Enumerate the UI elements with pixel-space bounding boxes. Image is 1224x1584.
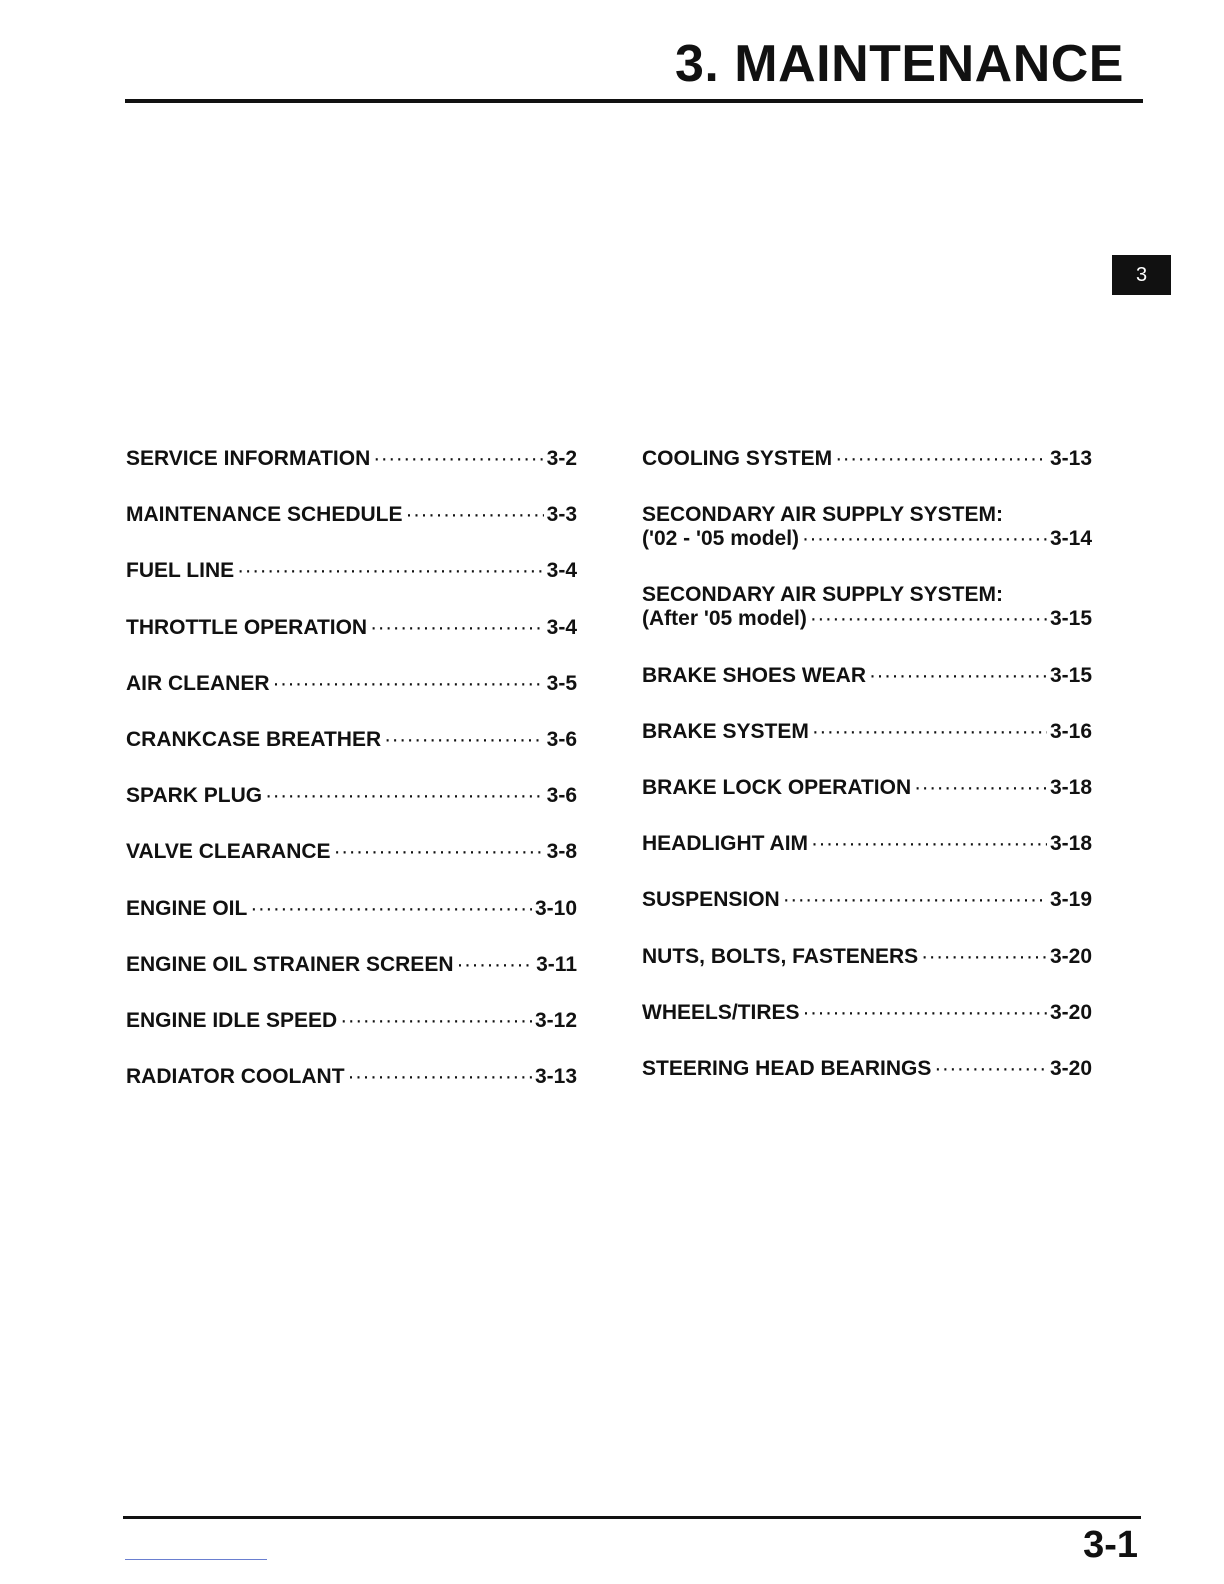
toc-label: BRAKE LOCK OPERATION xyxy=(642,775,912,799)
title-rule xyxy=(125,99,1143,103)
toc-leader-dots xyxy=(237,559,544,583)
toc-leader-dots xyxy=(406,503,544,527)
toc-sublabel: (After '05 model) xyxy=(642,607,807,631)
toc-label: BRAKE SYSTEM xyxy=(642,719,809,743)
toc-entry-nuts-bolts-fasteners[interactable] xyxy=(642,945,1092,1001)
toc-page: 3-4 xyxy=(546,559,577,583)
toc-right-column xyxy=(642,447,1092,1113)
toc-page: 3-18 xyxy=(1049,775,1092,799)
toc-page: 3-20 xyxy=(1049,1000,1092,1024)
toc-label: SPARK PLUG xyxy=(126,784,263,808)
toc-label: SUSPENSION xyxy=(642,888,780,912)
toc-entry-throttle-operation[interactable] xyxy=(126,616,577,672)
toc-entry-steering-head-bearings[interactable] xyxy=(642,1057,1092,1113)
toc-page: 3-11 xyxy=(536,952,577,976)
toc-leader-dots xyxy=(384,728,544,752)
toc-entry-fuel-line[interactable] xyxy=(126,559,577,615)
toc-entry-secondary-air-supply-02-05[interactable] xyxy=(642,503,1092,583)
toc-entry-service-information[interactable] xyxy=(126,447,577,503)
toc-leader-dots xyxy=(334,840,544,864)
toc-page: 3-5 xyxy=(546,671,577,695)
toc-leader-dots xyxy=(835,447,1047,471)
toc-entry-suspension[interactable] xyxy=(642,888,1092,944)
toc-label: VALVE CLEARANCE xyxy=(126,840,331,864)
toc-page: 3-13 xyxy=(1049,447,1092,470)
page-number: 3-1 xyxy=(1083,1524,1138,1566)
toc-leader-dots xyxy=(783,888,1047,912)
toc-leader-dots xyxy=(265,784,544,808)
footer-link-underline[interactable] xyxy=(125,1559,267,1560)
toc-page: 3-8 xyxy=(546,840,577,864)
toc-page: 3-14 xyxy=(1049,527,1092,551)
toc-page: 3-19 xyxy=(1049,888,1092,912)
chapter-title: 3. MAINTENANCE xyxy=(674,35,1124,93)
toc-leader-dots xyxy=(273,672,544,696)
toc-entry-headlight-aim[interactable] xyxy=(642,832,1092,888)
toc-entry-crankcase-breather[interactable] xyxy=(126,728,577,784)
toc-leader-dots xyxy=(250,897,532,921)
toc-label: BRAKE SHOES WEAR xyxy=(642,663,867,687)
toc-page: 3-2 xyxy=(546,447,577,470)
toc-left-column xyxy=(126,447,577,1121)
toc-page: 3-15 xyxy=(1049,607,1092,631)
toc-entry-brake-system[interactable] xyxy=(642,720,1092,776)
toc-leader-dots xyxy=(340,1009,532,1033)
toc-entry-spark-plug[interactable] xyxy=(126,784,577,840)
toc-entry-valve-clearance[interactable] xyxy=(126,840,577,896)
toc-page: 3-18 xyxy=(1049,832,1092,856)
toc-label: NUTS, BOLTS, FASTENERS xyxy=(642,944,919,968)
toc-page: 3-4 xyxy=(546,615,577,639)
toc-leader-dots xyxy=(348,1065,532,1089)
toc-label: SECONDARY AIR SUPPLY SYSTEM: xyxy=(642,503,1003,527)
toc-label: HEADLIGHT AIM xyxy=(642,832,809,856)
toc-page: 3-6 xyxy=(546,727,577,751)
toc-page: 3-10 xyxy=(534,896,577,920)
toc-entry-secondary-air-supply-after-05[interactable] xyxy=(642,583,1092,663)
toc-entry-cooling-system[interactable] xyxy=(642,447,1092,503)
footer-rule xyxy=(123,1516,1141,1519)
toc-page: 3-20 xyxy=(1049,944,1092,968)
toc-label: CRANKCASE BREATHER xyxy=(126,727,382,751)
toc-leader-dots xyxy=(869,664,1047,688)
toc-page: 3-13 xyxy=(534,1065,577,1089)
toc-entry-air-cleaner[interactable] xyxy=(126,672,577,728)
toc-leader-dots xyxy=(370,616,544,640)
toc-entry-wheels-tires[interactable] xyxy=(642,1001,1092,1057)
toc-label: MAINTENANCE SCHEDULE xyxy=(126,503,403,527)
toc-leader-dots xyxy=(934,1057,1047,1081)
toc-label: COOLING SYSTEM xyxy=(642,447,833,470)
chapter-tab[interactable]: 3 xyxy=(1112,255,1171,295)
toc-entry-brake-lock-operation[interactable] xyxy=(642,776,1092,832)
toc-leader-dots xyxy=(457,953,534,977)
toc-label: STEERING HEAD BEARINGS xyxy=(642,1056,932,1080)
toc-leader-dots xyxy=(811,832,1047,856)
toc-leader-dots xyxy=(914,776,1047,800)
toc-entry-brake-shoes-wear[interactable] xyxy=(642,664,1092,720)
toc-page: 3-20 xyxy=(1049,1056,1092,1080)
toc-entry-engine-oil[interactable] xyxy=(126,897,577,953)
toc-entry-engine-oil-strainer-screen[interactable] xyxy=(126,953,577,1009)
toc-label: FUEL LINE xyxy=(126,559,235,583)
toc-label: SECONDARY AIR SUPPLY SYSTEM: xyxy=(642,583,1003,607)
toc-leader-dots xyxy=(802,527,1047,551)
toc-label: ENGINE OIL xyxy=(126,896,248,920)
toc-label: AIR CLEANER xyxy=(126,671,270,695)
toc-page: 3-3 xyxy=(546,503,577,527)
toc-label: ENGINE OIL STRAINER SCREEN xyxy=(126,952,454,976)
toc-leader-dots xyxy=(373,447,543,471)
toc-page: 3-15 xyxy=(1049,663,1092,687)
toc-leader-dots xyxy=(921,945,1047,969)
toc-entry-engine-idle-speed[interactable] xyxy=(126,1009,577,1065)
toc-entry-maintenance-schedule[interactable] xyxy=(126,503,577,559)
toc-entry-radiator-coolant[interactable] xyxy=(126,1065,577,1121)
toc-page: 3-16 xyxy=(1049,719,1092,743)
toc-page: 3-6 xyxy=(546,784,577,808)
toc-label: THROTTLE OPERATION xyxy=(126,615,368,639)
toc-label: RADIATOR COOLANT xyxy=(126,1065,345,1089)
toc-label: SERVICE INFORMATION xyxy=(126,447,371,470)
toc-label: WHEELS/TIRES xyxy=(642,1000,800,1024)
toc-leader-dots xyxy=(812,720,1047,744)
toc-leader-dots xyxy=(803,1001,1047,1025)
toc-leader-dots xyxy=(810,607,1047,631)
toc-sublabel: ('02 - '05 model) xyxy=(642,527,800,551)
toc-page: 3-12 xyxy=(534,1008,577,1032)
toc-label: ENGINE IDLE SPEED xyxy=(126,1008,338,1032)
